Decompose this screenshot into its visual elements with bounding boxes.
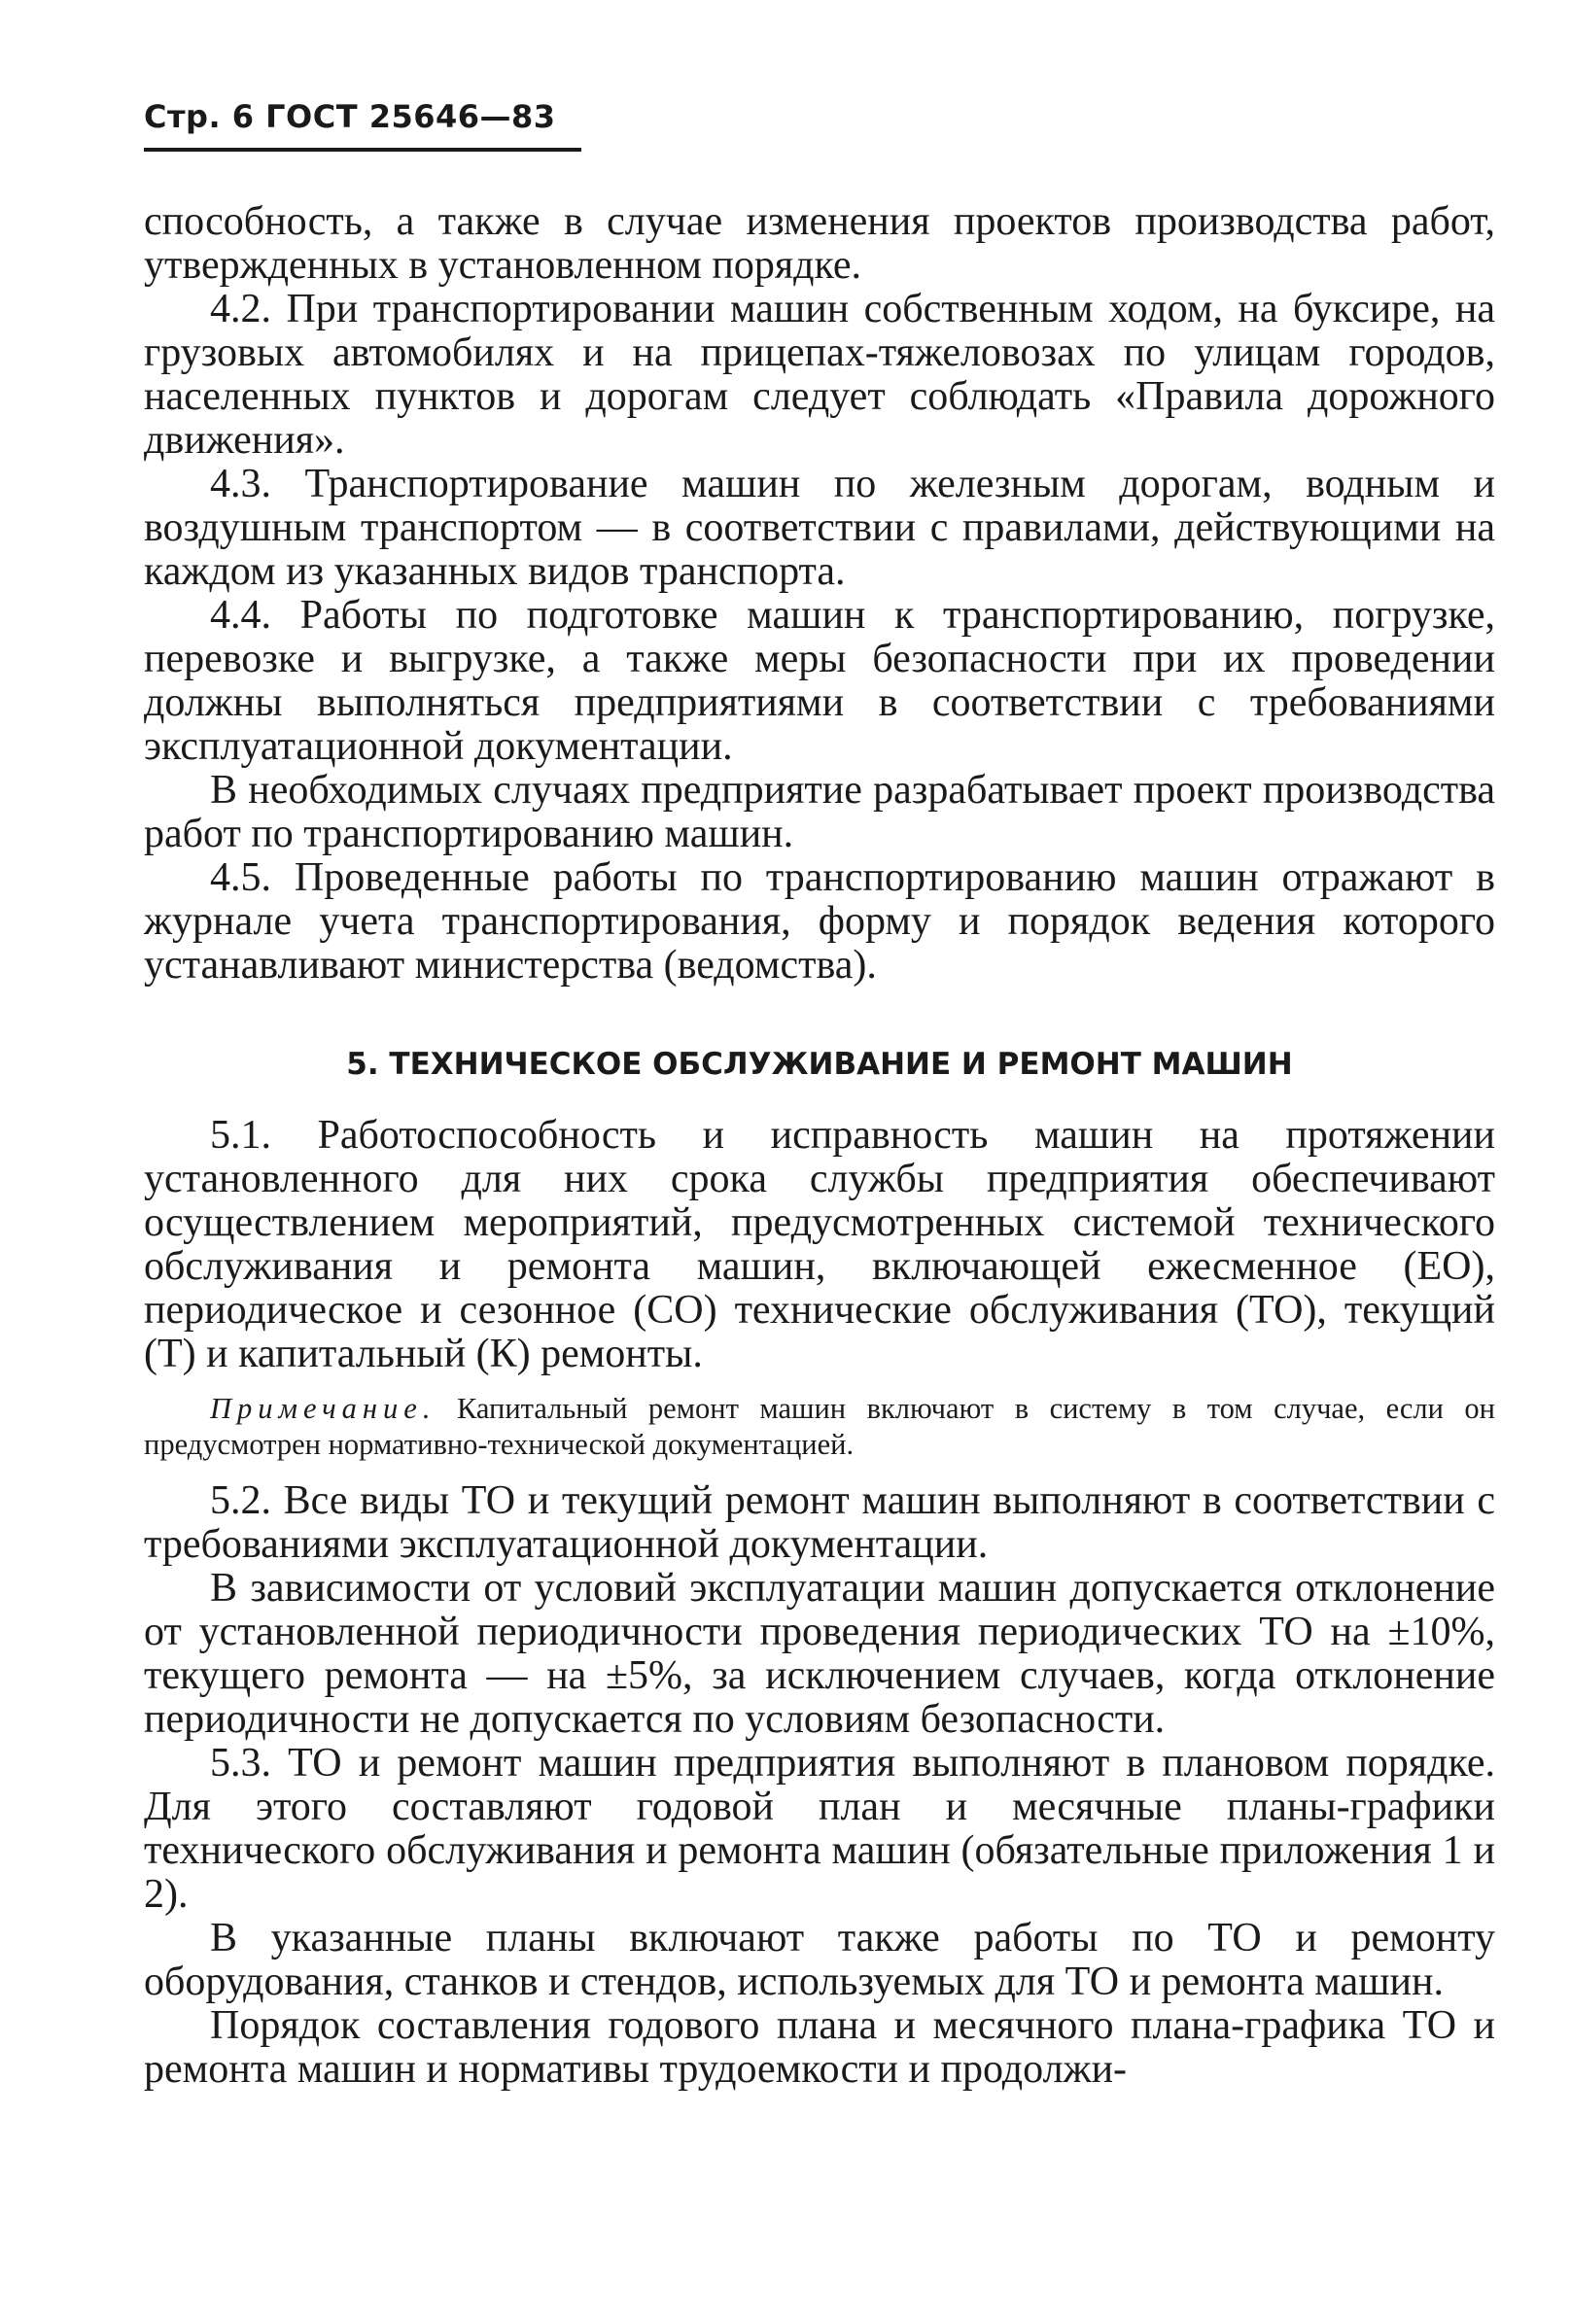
- text-block-section-5-1: [144, 1114, 1495, 1376]
- paragraph: 5.3. ТО и ремонт машин предприятия выполняют в плановом порядке. Для этого составляют годовой план и месячные планы-графики технического обслуживания и ремонта машин (обязательные приложения 1 и 2).: [144, 1741, 1495, 1917]
- paragraph: Порядок составления годового плана и месячного плана-графика ТО и ремонта машин и нормативы трудоемкости и продолжи-: [144, 2003, 1495, 2092]
- page-header-title: Стр. 6 ГОСТ 25646—83: [144, 98, 556, 135]
- note-paragraph: [144, 1391, 1495, 1463]
- note-label: Примечание.: [210, 1392, 436, 1425]
- paragraph: В зависимости от условий эксплуатации машин допускается отклонение от установленной периодичности проведения периодических ТО на ±10%, текущего ремонта — на ±5%, за исключением случаев, когда отклонение периодичности не допускается по условиям безопасности.: [144, 1566, 1495, 1742]
- text-block-section-4: [144, 200, 1495, 988]
- page-header: [144, 93, 581, 152]
- paragraph: 4.2. При транспортировании машин собственным ходом, на буксире, на грузовых автомобилях и на прицепах-тяжеловозах по улицам городов, населенных пунктов и дорогам следует соблюдать «Правила дорожного движения».: [144, 287, 1495, 463]
- paragraph: 5.1. Работоспособность и исправность машин на протяжении установленного для них срока службы предприятия обеспечивают осуществлением мероприятий, предусмотренных системой технического обслуживания и ремонта машин, включающей ежесменное (ЕО), периодическое и сезонное (СО) технические обслуживания (ТО), текущий (Т) и капитальный (К) ремонты.: [144, 1113, 1495, 1376]
- paragraph: 4.4. Работы по подготовке машин к транспортированию, погрузке, перевозке и выгрузке, а также меры безопасности при их проведении должны выполняться предприятиями в соответствии с требованиями эксплуатационной документации.: [144, 593, 1495, 769]
- note-text: Капитальный ремонт машин включают в систему в том случае, если он предусмотрен нормативно-технической документацией.: [144, 1392, 1496, 1461]
- paragraph: способность, а также в случае изменения проектов производства работ, утвержденных в установленном порядке.: [144, 199, 1495, 288]
- section-heading: 5. ТЕХНИЧЕСКОЕ ОБСЛУЖИВАНИЕ И РЕМОНТ МАШИН: [346, 1047, 1293, 1082]
- note-block: [144, 1391, 1495, 1463]
- paragraph: В указанные планы включают также работы по ТО и ремонту оборудования, станков и стендов, используемых для ТО и ремонта машин.: [144, 1916, 1495, 2004]
- paragraph: В необходимых случаях предприятие разрабатывает проект производства работ по транспортированию машин.: [144, 768, 1495, 856]
- paragraph: 4.3. Транспортирование машин по железным дорогам, водным и воздушным транспортом — в соответствии с правилами, действующими на каждом из указанных видов транспорта.: [144, 462, 1495, 594]
- paragraph: 4.5. Проведенные работы по транспортированию машин отражают в журнале учета транспортирования, форму и порядок ведения которого устанавливают министерства (ведомства).: [144, 855, 1495, 988]
- text-block-section-5-2: [144, 1479, 1495, 2092]
- paragraph: 5.2. Все виды ТО и текущий ремонт машин выполняют в соответствии с требованиями эксплуатационной документации.: [144, 1478, 1495, 1567]
- header-rule: [144, 148, 581, 152]
